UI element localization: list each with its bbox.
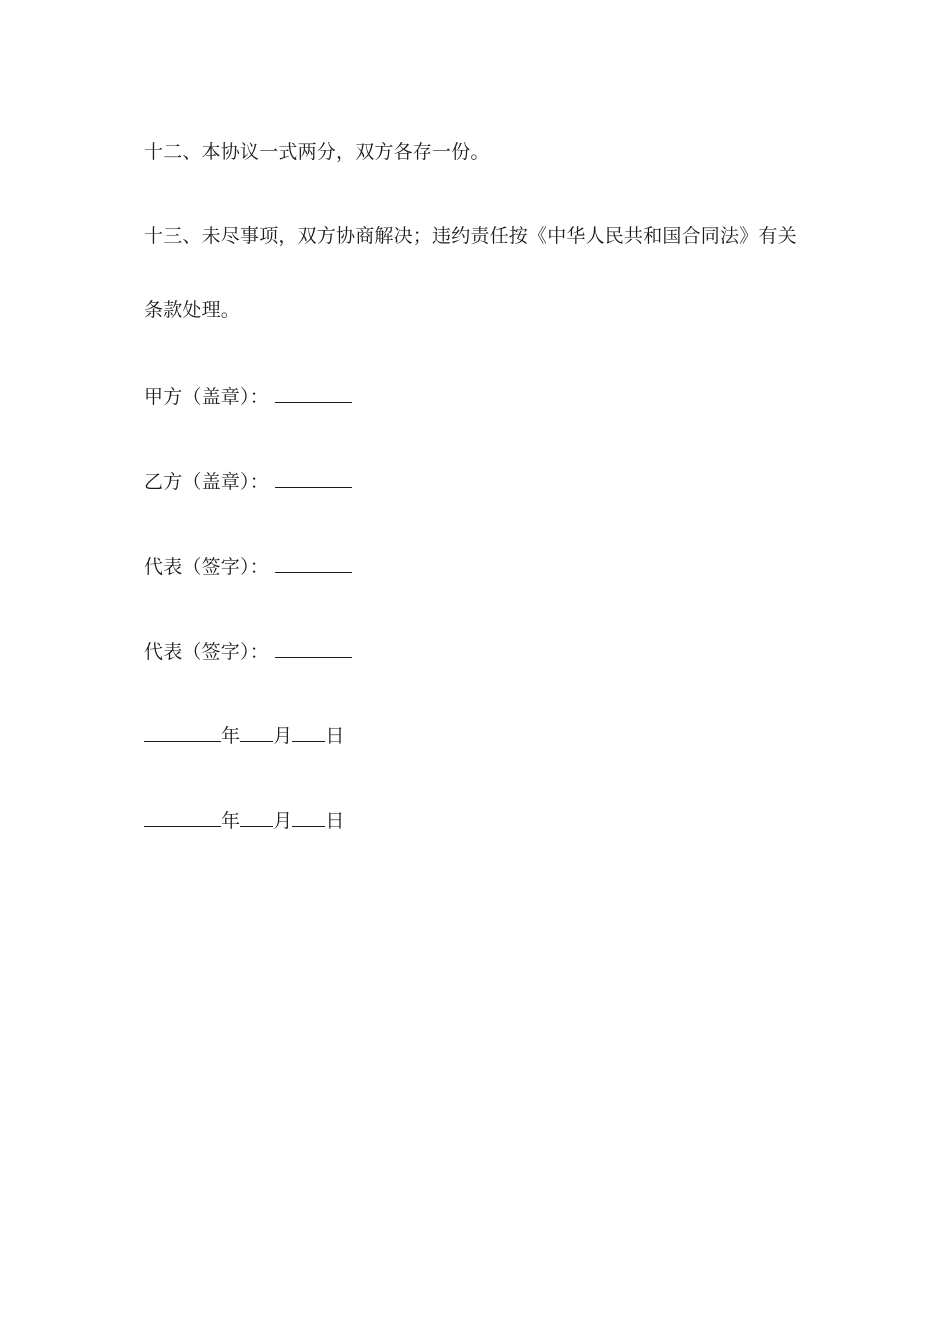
representative-2-row [144,637,352,665]
date-2-year-blank [144,806,221,827]
party-a-seal-row [144,382,352,410]
date-row-2 [144,806,345,834]
date-1-year-label: 年 [221,725,241,747]
date-2-day-blank [292,806,325,827]
representative-2-blank [275,637,352,658]
date-1-month-label: 月 [273,725,293,747]
clause-13-line-2: 条款处理。 [144,299,241,321]
party-a-seal-blank [275,382,352,403]
party-b-seal-label: 乙方（盖章）： [144,471,269,493]
representative-1-blank [275,552,352,573]
representative-2-label: 代表（签字）： [144,641,269,663]
date-2-month-blank [240,806,273,827]
date-2-day-label: 日 [325,810,345,832]
date-1-month-blank [240,721,273,742]
clause-13-line-1: 十三、未尽事项，双方协商解决；违约责任按《中华人民共和国合同法》有关 [144,225,797,247]
date-1-year-blank [144,721,221,742]
party-b-seal-blank [275,467,352,488]
date-1-day-label: 日 [325,725,345,747]
representative-1-row [144,552,352,580]
clause-12: 十二、本协议一式两分，双方各存一份。 [144,141,490,163]
representative-1-label: 代表（签字）： [144,556,269,578]
party-b-seal-row [144,467,352,495]
party-a-seal-label: 甲方（盖章）： [144,386,269,408]
date-2-year-label: 年 [221,810,241,832]
date-1-day-blank [292,721,325,742]
date-2-month-label: 月 [273,810,293,832]
date-row-1 [144,721,345,749]
